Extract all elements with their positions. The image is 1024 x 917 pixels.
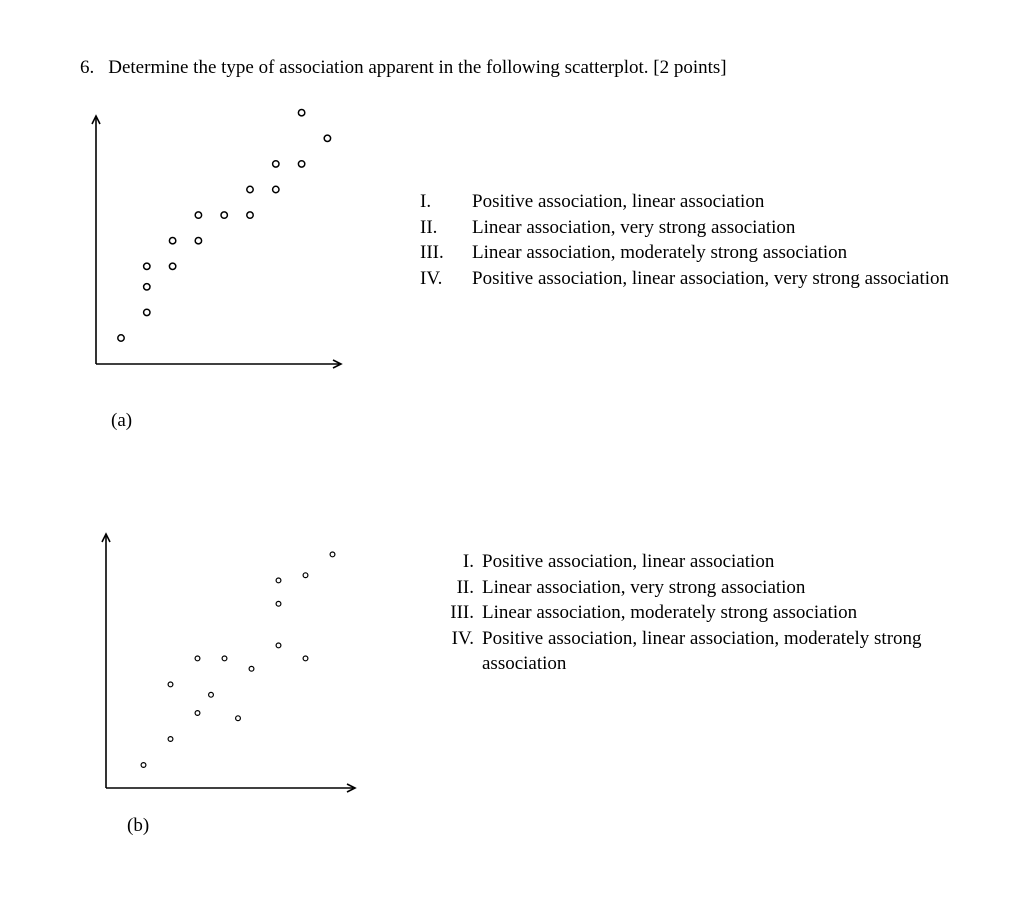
option-number: IV. [451,627,474,649]
scatter-point-16 [324,135,330,141]
question-text [80,57,727,79]
scatter-point-7 [195,238,201,244]
option-a-1 [420,189,952,215]
scatter-point-13 [273,161,279,167]
scatter-point-3 [168,682,173,687]
scatter-point-9 [221,212,227,218]
scatter-point-12 [276,578,281,583]
option-a-4 [420,266,952,292]
option-number: IV. [420,267,443,289]
part-label-a: (a) [111,410,133,431]
options-b [420,549,962,677]
scatter-point-1 [118,335,124,341]
scatter-point-2 [144,309,150,315]
axes [92,116,341,368]
option-b-4 [418,626,962,677]
option-a-3 [420,240,952,266]
option-number: I. [462,551,474,572]
option-a-2 [420,215,952,241]
scatter-point-10 [276,643,281,648]
scatter-point-11 [247,186,253,192]
option-text: Positive association, linear association, very strong association [472,267,950,289]
scatter-point-3 [144,284,150,290]
scatter-point-4 [195,711,200,716]
option-b-3 [418,600,962,626]
option-text: Linear association, very strong association [482,576,806,598]
option-number: III. [450,602,474,623]
data-points [118,110,331,342]
scatterplot-a [85,112,355,374]
question-number: 6. [80,57,95,78]
scatter-point-15 [330,552,335,557]
scatter-point-5 [169,263,175,269]
scatter-point-14 [298,161,304,167]
option-text: Positive association, linear association [482,551,775,572]
scatter-point-11 [276,601,281,606]
data-points [141,552,335,767]
scatter-point-6 [195,656,200,661]
scatter-point-15 [298,110,304,116]
option-text: Linear association, moderately strong association [482,602,858,623]
option-text: Linear association, moderately strong association [472,242,848,263]
axes [102,534,355,792]
option-text: Linear association, very strong association [472,216,796,238]
scatter-point-2 [168,737,173,742]
scatter-point-8 [236,716,241,721]
option-number: II. [420,216,438,238]
scatter-point-6 [169,238,175,244]
scatter-point-10 [247,212,253,218]
option-text: Positive association, linear association, moderately strong association [482,627,922,674]
scatter-point-8 [195,212,201,218]
scatter-point-5 [209,692,214,697]
option-number: III. [420,242,444,263]
part-label-b: (b) [127,815,150,836]
scatter-point-1 [141,763,146,768]
scatterplot-b [95,528,367,798]
scatter-point-13 [303,573,308,578]
scatter-point-12 [273,186,279,192]
scatter-point-7 [222,656,227,661]
scatter-point-14 [303,656,308,661]
option-b-2 [418,575,962,601]
options-a [420,189,952,291]
option-number: I. [420,191,432,212]
scatter-point-4 [144,263,150,269]
option-number: II. [456,576,474,598]
scatter-point-9 [249,666,254,671]
question-prompt: Determine the type of association apparent in the following scatterplot. [2 points] [108,57,727,78]
option-b-1 [418,549,962,575]
option-text: Positive association, linear association [472,191,765,212]
